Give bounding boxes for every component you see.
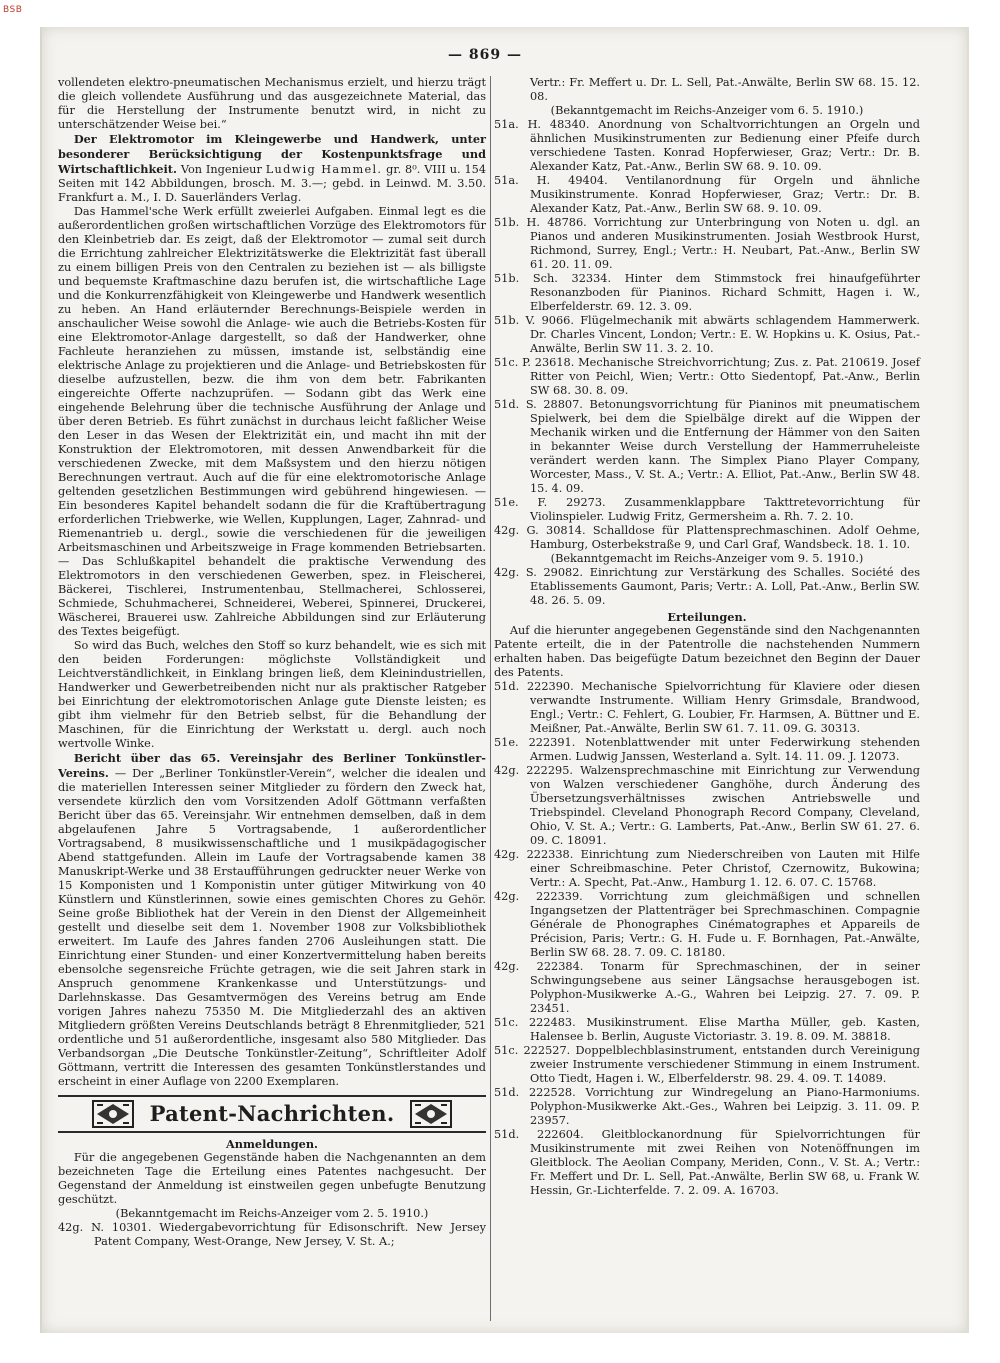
patent-list-a [494,118,920,552]
library-watermark: BSB [3,5,23,15]
book-title: Der Elektromotor im Kleingewerbe und Handwerk, unter besonderer Berücksichtigung der Kostenpunktsfrage und Wirtschaftlichkeit. [58,132,486,176]
column-divider [490,76,491,1321]
patent-entry: 51d. 222390. Mechanische Spielvorrichtung für Klaviere oder diesen verwandte Instrumente. William Henry Grimsdale, Brandwood, Engl.; Vertr.: C. Fehlert, G. Loubier, Fr. Harmsen, A. Büttner und E. Meißner, Pat.-Anwälte, Berlin SW 61. 7. 11. 09. G. 30313. [494,680,920,735]
patent-entry: 51d. 222528. Vorrichtung zur Windregelung an Piano-Harmoniums. Polyphon-Musikwerke Akt.-Ges., Wahren bei Leipzig. 3. 11. 09. P. 23957. [494,1086,920,1127]
anmeldungen-heading: Anmeldungen. [226,1137,318,1151]
patent-entry: 51c. 222527. Doppelblechblasinstrument, entstanden durch Vereinigung zweier Instrumente verschiedener Stimmung in einem Instrument. Otto Tiedt, Hagen i. W., Elberfelderstr. 98. 29. 4. 09. T. 14089. [494,1044,920,1085]
book-review-body: Das Hammel'sche Werk erfüllt zweierlei Aufgaben. Einmal legt es die außerordentlichen großen wirtschaftlichen Vorzüge des Elektromotors für den Kleinbetrieb dar. Es zeigt, daß der Elektromotor — zumal seit durch die Errichtung zahlreicher Elektrizitätswerke die Elektrizität fast überall zu einem billigen Preis von den Centralen zu beziehen ist — als billigste und bequemste Kraftmaschine dazu berufen ist, die wirtschaftliche Lage und die Konkurrenzfähigkeit von Kleingewerbe und Handwerk wesentlich zu heben. An Hand erläuternder Berechnungs-Beispiele werden in anschaulicher Weise sowohl die Anlage- wie auch die Betriebs-Kosten für eine Elektromotor-Anlage dargestellt, so daß der Handwerker, ohne Fachleute heranziehen zu müssen, imstande ist, selbständig eine elektrische Anlage zu projektieren und die Anlage- und Betriebskosten für dieselbe aufzustellen, bezw. die ihm von dem betr. Fabrikanten eingereichte Offerte nachzuprüfen. — Sodann gibt das Werk eine eingehende Belehrung über die technische Ausführung der Anlage und über deren Betrieb. Es führt zunächst in durchaus leicht faßlicher Weise den Leser in das Wesen der Elektrizität ein, und macht ihn mit der Konstruktion der Elektromotoren, mit dessen Anwendbarkeit für die verschiedenen Zwecke, mit dem Maßsystem und den hierzu nötigen Berechnungen vertraut. Auch auf die für eine elektromotorische Anlage geltenden gesetzlichen Bestimmungen wird gebührend hingewiesen. — Ein besonderes Kapitel behandelt sodann die für die Kraftübertragung erforderlichen Triebwerke, wie Wellen, Kupplungen, Lager, Zahnrad- und Riemenantrieb u. dergl., sowie die verschiedenen für die jeweiligen Arbeitsmaschinen und Arbeitszweige in Frage kommenden Betriebsarten. — Das Schlußkapitel behandelt die praktische Verwendung des Elektromotors in den verschiedenen Gewerben, spez. in Fleischerei, Bäckerei, Tischlerei, Instrumentenbau, Stellmacherei, Schlosserei, Schmiede, Schuhmacherei, Schneiderei, Weberei, Spinnerei, Druckerei, Wäscherei, Brauerei usw. Zahlreiche Abbildungen sind zur Erläuterung des Textes beigefügt. [58,205,486,638]
patent-entry: 51b. H. 48786. Vorrichtung zur Unterbringung von Noten u. dgl. an Pianos und anderen Musikinstrumenten. Josiah Westbrook Hurst, Richmond, Surrey, Engl.; Vertr.: H. Neubart, Pat.-Anw., Berlin SW 61. 20. 11. 09. [494,216,920,271]
left-column [58,76,486,1249]
book-details: gr. 8⁰. VIII u. 154 Seiten mit 142 Abbildungen, brosch. M. 3.—; gebd. in Leinwd. M. 3.50. Frankfurt a. M., I. D. Sauerländers Verlag. [58,163,487,204]
patent-entry: 51a. H. 49404. Ventilanordnung für Orgeln und ähnliche Musikinstrumente. Konrad Hopferwieser, Graz; Vertr.: Dr. B. Alexander Katz, Pat.-Anw., Berlin SW 68. 9. 10. 09. [494,174,920,215]
right-column [494,76,920,1198]
ornament-right-icon [410,1100,452,1128]
patent-entry: 42g. S. 29082. Einrichtung zur Verstärkung des Schalles. Société des Etablissements Gaumont, Paris; Vertr.: A. Loll, Pat.-Anw., Berlin SW. 48. 26. 5. 09. [494,566,920,607]
erteilungen-intro: Auf die hierunter angegebenen Gegenstände sind den Nachgenannten Patente erteilt, die in der Patentrolle die nachstehenden Nummern erhalten haben. Das beigefügte Datum bezeichnet den Beginn der Dauer des Patents. [494,624,920,679]
patent-entry: 51b. V. 9066. Flügelmechanik mit abwärts schlagendem Hammerwerk. Dr. Charles Vincent, London; Vertr.: E. W. Hopkins u. K. Osius, Pat.-Anwälte, Berlin SW 11. 3. 2. 10. [494,314,920,355]
patent-entry: 51e. F. 29273. Zusammenklappbare Takttretevorrichtung für Violinspieler. Ludwig Fritz, Germersheim a. Rh. 7. 2. 10. [494,496,920,523]
patent-entry: 51d. 222604. Gleitblockanordnung für Spielvorrichtungen für Musikinstrumente mit zwei Reihen von Notenöffnungen im Gleitblock. The Aeolian Company, Meriden, Conn., V. St. A.; Vertr.: Fr. Meffert und Dr. L. Sell, Pat.-Anwälte, Berlin SW 68, u. Frank W. Hessin, Gr.-Lichterfelde. 7. 2. 09. A. 16703. [494,1128,920,1197]
report-text: — Der „Berliner Tonkünstler-Verein“, welcher die idealen und die materiellen Interessen seiner Mitglieder zu fördern den Zweck hat, versendete kürzlich den vom Vorsitzenden Adolf Göttmann verfaßten Bericht über das 65. Vereinsjahr. Wir entnehmen demselben, daß in dem abgelaufenen Jahre 5 Vortragsabende, 1 außerordentlicher Vortragsabend, 8 musikwissenschaftliche und 1 musikpädagogischer Abend stattgefunden. Allein im Laufe der Vortragsabende kamen 38 Manuskript-Werke und 38 Erstaufführungen gedruckter neuer Werke von 15 Komponisten und 1 Komponistin unter gütiger Mitwirkung von 40 Künstlern und Künstlerinnen, sowie eines gemischten Chores zu Gehör. Seine große Bibliothek hat der Verein in den Dienst der Allgemeinheit gestellt und dieselbe seit dem 1. November 1908 zur Volksbibliothek erweitert. Im Laufe des Jahres fanden 2706 Ausleihungen statt. Die Einrichtung einer Stunden- und einer Konzertvermittelung haben bereits ebensolche segensreiche Früchte getragen, wie die seit Jahren stark in Anspruch genommene Krankenkasse und Unterstützungs- und Darlehnskasse. Das Gesamtvermögen des Vereins betrug am Ende vorigen Jahres nahezu 75350 M. Die Mitgliederzahl des an aktiven Mitgliedern größten Vereins Deutschlands beträgt 8 Ehrenmitglieder, 521 ordentliche und 51 außerordentliche, insgesamt also 580 Mitglieder. Das Verbandsorgan „Die Deutsche Tonkünstler-Zeitung“, Schriftleiter Adolf Göttmann, vertritt die Interessen des gesamten Tonkünstlerstandes und erscheint in einer Auflage von 2200 Exemplaren. [58,767,486,1088]
patent-entry: 51a. H. 48340. Anordnung von Schaltvorrichtungen an Orgeln und ähnlichen Musikinstrumenten zur Bedienung einer Pfeife durch verschiedene Tasten. Konrad Hopferwieser, Graz; Vertr.: Dr. B. Alexander Katz, Pat.-Anw., Berlin SW 68. 9. 10. 09. [494,118,920,173]
book-review-heading [58,132,486,205]
announcement-date: (Bekanntgemacht im Reichs-Anzeiger vom 6. 5. 1910.) [550,104,864,117]
erteilungen-heading: Erteilungen. [667,610,747,624]
patent-entry: 42g. N. 10301. Wiedergabevorrichtung für Edisonschrift. New Jersey Patent Company, West-Orange, New Jersey, V. St. A.; [58,1221,486,1248]
patent-entry: 42g. 222339. Vorrichtung zum gleichmäßigen und schnellen Ingangsetzen der Plattenträger bei Sprechmaschinen. Compagnie Générale de Phonographes Cinématographes et Appareils de Précision, Paris; Vertr.: G. H. Fude u. F. Bornhagen, Pat.-Anwälte, Berlin SW 68. 28. 7. 09. C. 18180. [494,890,920,959]
patent-entry: 51d. S. 28807. Betonungsvorrichtung für Pianinos mit pneumatischem Spielwerk, bei dem die Spielbälge direkt auf die Wippen der Mechanik wirken und die Entfernung der Hämmer von den Saiten in bekannter Weise durch Verstellung der Hammerruheleiste verändert werden kann. The Simplex Piano Player Company, Worcester, Mass., V. St. A.; Vertr.: A. Elliot, Pat.-Anw., Berlin SW 48. 15. 4. 09. [494,398,920,495]
patent-entry: 42g. G. 30814. Schalldose für Plattensprechmaschinen. Adolf Oehme, Hamburg, Osterbekstraße 9, und Carl Graf, Wandsbeck. 18. 1. 10. [494,524,920,551]
announcement-date: (Bekanntgemacht im Reichs-Anzeiger vom 2. 5. 1910.) [115,1207,429,1220]
announcement-date: (Bekanntgemacht im Reichs-Anzeiger vom 9. 5. 1910.) [550,552,864,565]
patent-news-banner [58,1095,486,1133]
patent-entry: 42g. 222384. Tonarm für Sprechmaschinen, der in seiner Schwingungsebene aus seiner Längsachse herausgebogen ist. Polyphon-Musikwerke A.-G., Wahren bei Leipzig. 27. 7. 09. P. 23451. [494,960,920,1015]
patent-list-c [494,680,920,1198]
report-title: Bericht über das 65. Vereinsjahr des Berliner Tonkünstler-Vereins. [58,751,486,780]
patent-entry: 42g. 222295. Walzensprechmaschine mit Einrichtung zur Verwendung von Walzen verschiedener Ganghöhe, durch Änderung des Übersetzungsverhältnisses zwischen Antriebswelle und Triebspindel. Cleveland Phonograph Record Company, Cleveland, Ohio, V. St. A.; Vertr.: G. Lamberts, Pat.-Anw., Berlin SW 61. 27. 6. 09. C. 18091. [494,764,920,847]
anmeldungen-intro: Für die angegebenen Gegenstände haben die Nachgenannten an dem bezeichneten Tage die Erteilung eines Patentes nachgesucht. Der Gegenstand der Anmeldung ist einstweilen gegen unbefugte Benutzung geschützt. [58,1151,486,1206]
patent-entry: 51c. 222483. Musikinstrument. Elise Martha Müller, geb. Kasten, Halensee b. Berlin, Auguste Victoriastr. 3. 19. 8. 09. M. 38818. [494,1016,920,1043]
banner-title: Patent-Nachrichten. [149,1101,395,1126]
paragraph-continued: vollendeten elektro-pneumatischen Mechanismus erzielt, und hierzu trägt die gleich vollendete Ausführung und das ausgezeichnete Material, das für die Herstellung der Instrumente benutzt wird, in nicht zu unterschätzender Weise bei.“ [58,76,486,131]
page-number: — 869 — [448,47,522,63]
book-author-prefix: Von Ingenieur [180,163,266,176]
ornament-left-icon [92,1100,134,1128]
patent-entry: 51c. P. 23618. Mechanische Streichvorrichtung; Zus. z. Pat. 210619. Josef Ritter von Peichl, Wien; Vertr.: Otto Siedentopf, Pat.-Anw., Berlin SW 68. 30. 8. 09. [494,356,920,397]
patent-entry-continued: Vertr.: Fr. Meffert u. Dr. L. Sell, Pat.-Anwälte, Berlin SW 68. 15. 12. 08. [530,76,920,103]
association-report [58,751,486,1089]
book-author: Ludwig Hammel. [265,163,383,176]
book-review-conclusion: So wird das Buch, welches den Stoff so kurz behandelt, wie es sich mit den beiden Forderungen: möglichste Vollständigkeit und Leichtverständlichkeit, in Einklang bringen ließ, dem Kleinindustriellen, Handwerker und Gewerbetreibenden nicht nur als praktischer Ratgeber bei Einrichtung der elektromotorischen Anlage gute Dienste leisten; es gibt ihm vielmehr für den Betrieb selbst, für die Behandlung der Maschinen, für die Einrichtung der Werkstatt u. dergl. auch noch wertvolle Winke. [58,639,486,750]
patent-entry: 51b. Sch. 32334. Hinter dem Stimmstock frei hinaufgeführter Resonanzboden für Pianinos. Richard Schmitt, Hagen i. W., Elberfelderstr. 69. 12. 3. 09. [494,272,920,313]
patent-entry: 42g. 222338. Einrichtung zum Niederschreiben von Lauten mit Hilfe einer Schreibmaschine. Peter Christof, Czernowitz, Bukowina; Vertr.: A. Specht, Pat.-Anw., Hamburg 1. 12. 6. 07. C. 15768. [494,848,920,889]
patent-entry: 51e. 222391. Notenblattwender mit unter Federwirkung stehenden Armen. Ludwig Janssen, Westerland a. Sylt. 14. 11. 09. J. 12073. [494,736,920,763]
